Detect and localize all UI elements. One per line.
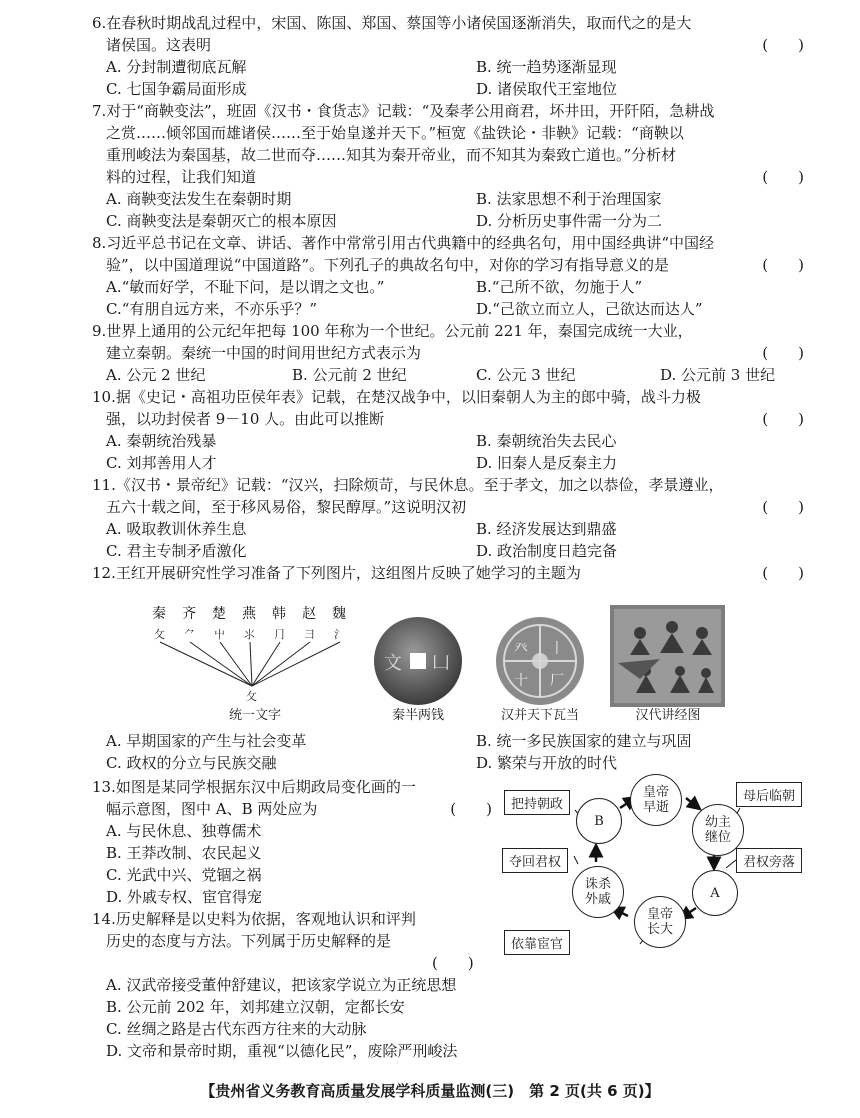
han-lecture-image	[610, 605, 725, 707]
q14-option-c[interactable]: C. 丝绸之路是古代东西方往来的大动脉	[106, 1020, 367, 1038]
svg-text:⼁: ⼁	[550, 641, 564, 657]
emperor-dies-node: 皇帝早逝	[630, 774, 682, 826]
svg-text:⼐: ⼐	[432, 653, 450, 674]
question-13	[92, 776, 492, 908]
box-power-falls: 君权旁落	[736, 848, 802, 873]
question-14	[92, 908, 804, 1062]
q9-stem-line1: 9.世界上通用的公元纪年把每 100 年称为一个世纪。公元前 221 年，秦国完成统一大业，	[92, 322, 693, 340]
svg-text:⺢: ⺢	[244, 628, 255, 641]
question-11	[92, 474, 804, 562]
q14-stem-line1: 14.历史解释是以史料为依据，客观地认识和评判	[92, 910, 416, 928]
q10-option-a[interactable]: A. 秦朝统治残暴	[106, 432, 217, 450]
svg-text:⽨: ⽨	[514, 641, 528, 657]
q7-stem-line4: 料的过程，让我们知道	[106, 168, 257, 186]
q6-stem-line1: 6.在春秋时期战乱过程中，宋国、陈国、郑国、蔡国等小诸侯国逐渐消失，取而代之的是大	[92, 14, 692, 32]
svg-text:⺙: ⺙	[154, 628, 165, 641]
q9-answer-paren: ( )	[762, 344, 804, 362]
q6-option-a[interactable]: A. 分封制遭彻底瓦解	[106, 58, 247, 76]
q14-stem-line2: 历史的态度与方法。下列属于历史解释的是	[106, 932, 392, 950]
q14-option-b[interactable]: B. 公元前 202 年，刘邦建立汉朝，定都长安	[106, 998, 405, 1016]
svg-text:⺙: ⺙	[246, 690, 257, 703]
svg-text:⺈: ⺈	[184, 628, 195, 641]
q7-answer-paren: ( )	[762, 168, 804, 186]
q13-option-b[interactable]: B. 王莽改制、农民起义	[106, 844, 262, 862]
question-7	[92, 100, 804, 232]
q10-option-b[interactable]: B. 秦朝统治失去民心	[476, 432, 617, 450]
state-label: 齐	[182, 606, 196, 622]
q13-answer-paren: ( )	[450, 800, 492, 818]
q11-answer-paren: ( )	[762, 498, 804, 516]
q14-option-a[interactable]: A. 汉武帝接受董仲舒建议，把该家学说立为正统思想	[106, 976, 457, 994]
q8-option-a[interactable]: A.“敏而好学，不耻下问，是以谓之文也。”	[106, 278, 385, 296]
q9-option-a[interactable]: A. 公元 2 世纪	[106, 366, 206, 384]
caption-han-tile: 汉并天下瓦当	[500, 708, 579, 723]
q13-stem-line1: 13.如图是某同学根据东汉中后期政局变化画的一	[92, 778, 416, 796]
q7-option-b[interactable]: B. 法家思想不利于治理国家	[476, 190, 662, 208]
q7-option-a[interactable]: A. 商鞅变法发生在秦朝时期	[106, 190, 292, 208]
q12-option-b[interactable]: B. 统一多民族国家的建立与巩固	[476, 732, 692, 750]
page-footer: 【贵州省义务教育高质量发展学科质量监测(三) 第 2 页(共 6 页)】	[200, 1082, 660, 1100]
q11-option-d[interactable]: D. 政治制度日趋完备	[476, 542, 618, 560]
svg-text:⺕: ⺕	[304, 628, 315, 641]
young-ruler-node: 幼主继位	[692, 804, 744, 856]
q6-stem-line2: 诸侯国。这表明	[106, 36, 212, 54]
svg-text:⼬: ⼬	[214, 628, 225, 641]
q6-option-c[interactable]: C. 七国争霸局面形成	[106, 80, 247, 98]
q13-option-a[interactable]: A. 与民休息、独尊儒术	[106, 822, 262, 840]
svg-text:⽂: ⽂	[384, 653, 402, 674]
kill-relatives-node: 诛杀外戚	[572, 866, 624, 918]
q11-stem-line1: 11.《汉书・景帝纪》记载：“汉兴，扫除烦苛，与民休息。至于孝文，加之以恭俭，孝景遵业，	[92, 476, 724, 494]
q7-option-d[interactable]: D. 分析历史事件需一分为二	[476, 212, 663, 230]
caption-han-lecture: 汉代讲经图	[635, 708, 701, 723]
state-label: 魏	[332, 606, 346, 622]
state-label: 赵	[302, 606, 316, 622]
q10-option-d[interactable]: D. 旧秦人是反秦主力	[476, 454, 618, 472]
state-label: 秦	[152, 606, 166, 622]
q6-option-d[interactable]: D. 诸侯取代王室地位	[476, 80, 618, 98]
q13-stem-line2: 幅示意图，图中 A、B 两处应为	[106, 800, 318, 818]
state-label: 楚	[212, 606, 226, 622]
q7-stem-line2: 之赏……倾邻国而雄诸侯……至于始皇遂并天下。”桓宽《盐铁论・非鞅》记载：“商鞅以	[106, 124, 684, 142]
qin-coin-image	[372, 615, 464, 707]
q7-option-c[interactable]: C. 商鞅变法是秦朝灭亡的根本原因	[106, 212, 337, 230]
q11-option-a[interactable]: A. 吸取教训休养生息	[106, 520, 247, 538]
question-6	[92, 12, 804, 100]
q13-option-d[interactable]: D. 外戚专权、宦官得宠	[106, 888, 263, 906]
q8-stem-line1: 8.习近平总书记在文章、讲话、著作中常常引用古代典籍中的经典名句，用中国经典讲“中国经	[92, 234, 714, 252]
svg-text:⺆: ⺆	[274, 628, 285, 641]
qin-banliang-coin	[372, 615, 464, 707]
han-lecture-relief	[610, 605, 725, 707]
q11-stem-line2: 五六十载之间，至于移风易俗，黎民醇厚。”这说明汉初	[106, 498, 467, 516]
q8-option-d[interactable]: D.“己欲立而立人，己欲达而达人”	[476, 300, 703, 318]
box-control-court: 把持朝政	[504, 790, 570, 815]
q9-option-c[interactable]: C. 公元 3 世纪	[476, 366, 576, 384]
q7-stem-line3: 重刑峻法为秦国基，故二世而夺……知其为秦开帝业，而不知其为秦致亡道也。”分析材	[106, 146, 677, 164]
q8-answer-paren: ( )	[762, 256, 804, 274]
q6-answer-paren: ( )	[762, 36, 804, 54]
box-reclaim-power: 夺回君权	[502, 848, 568, 873]
q14-answer-paren: ( )	[432, 954, 474, 972]
q9-option-b[interactable]: B. 公元前 2 世纪	[292, 366, 407, 384]
q10-option-c[interactable]: C. 刘邦善用人才	[106, 454, 217, 472]
svg-text:⺡: ⺡	[334, 628, 345, 641]
q11-option-c[interactable]: C. 君主专制矛盾激化	[106, 542, 247, 560]
q6-option-b[interactable]: B. 统一趋势逐渐显现	[476, 58, 617, 76]
q9-stem-line2: 建立秦朝。秦统一中国的时间用世纪方式表示为	[106, 344, 422, 362]
q12-stem-line1: 12.王红开展研究性学习准备了下列图片，这组图片反映了她学习的主题为	[92, 564, 581, 582]
caption-qin-coin: 秦半两钱	[391, 708, 444, 723]
node-b: B	[576, 798, 622, 844]
emperor-grows-node: 皇帝长大	[634, 896, 686, 948]
q8-stem-line2: 验”，以中国道理说“中国道路”。下列孔子的典故名句中，对你的学习有指导意义的是	[106, 256, 670, 274]
unified-script-diagram	[140, 600, 365, 710]
q12-option-a[interactable]: A. 早期国家的产生与社会变革	[106, 732, 307, 750]
q12-answer-paren: ( )	[762, 564, 804, 582]
svg-text:⼚: ⼚	[550, 673, 564, 689]
question-12	[92, 562, 804, 584]
question-9	[92, 320, 804, 386]
han-tile-image	[492, 615, 588, 707]
q10-stem-line2: 强，以功封侯者 9－10 人。由此可以推断	[106, 410, 385, 428]
q11-option-b[interactable]: B. 经济发展达到鼎盛	[476, 520, 617, 538]
caption-unified-script: 统一文字	[228, 708, 281, 723]
question-10	[92, 386, 804, 474]
q10-answer-paren: ( )	[762, 410, 804, 428]
state-label: 韩	[272, 606, 286, 622]
node-a: A	[692, 870, 738, 916]
q14-option-d[interactable]: D. 文帝和景帝时期，重视“以德化民”，废除严刑峻法	[106, 1042, 458, 1060]
q13-option-c[interactable]: C. 光武中兴、党锢之祸	[106, 866, 262, 884]
q8-option-c[interactable]: C.“有朋自远方来，不亦乐乎？”	[106, 300, 318, 318]
q8-option-b[interactable]: B.“己所不欲，勿施于人”	[476, 278, 643, 296]
question-8	[92, 232, 804, 320]
q9-option-d[interactable]: D. 公元前 3 世纪	[660, 366, 776, 384]
q10-stem-line1: 10.据《史记・高祖功臣侯年表》记载，在楚汉战争中，以旧秦朝人为主的郎中骑，战斗力极	[92, 388, 701, 406]
state-label: 燕	[242, 606, 256, 622]
han-tile-end	[492, 615, 588, 707]
q12-option-c[interactable]: C. 政权的分立与民族交融	[106, 754, 277, 772]
box-rely-eunuchs: 依靠宦官	[504, 930, 570, 955]
q12-option-d[interactable]: D. 繁荣与开放的时代	[476, 754, 618, 772]
box-empress-regent: 母后临朝	[736, 782, 802, 807]
q7-stem-line1: 7.对于“商鞅变法”，班固《汉书・食货志》记载：“及秦孝公用商君，坏井田，开阡陌，急耕战	[92, 102, 715, 120]
svg-text:⼗: ⼗	[514, 673, 528, 689]
unified-script-figure	[140, 600, 365, 710]
